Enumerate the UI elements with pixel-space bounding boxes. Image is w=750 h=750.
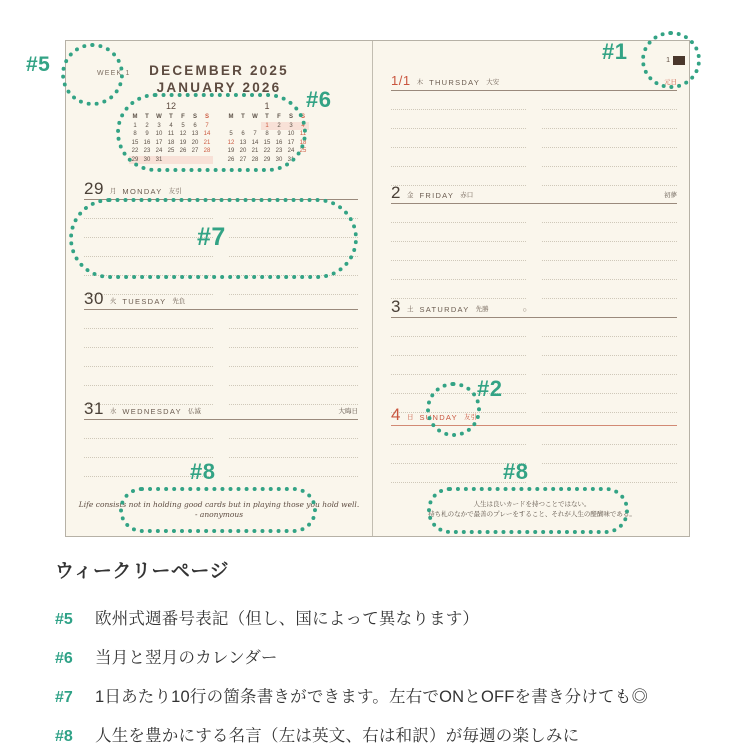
date-cell: 13 [191,131,199,137]
date-cell: 24 [287,148,295,154]
callout-circle-week-number [61,43,124,106]
day-weekday: SATURDAY [419,305,470,314]
day-number: 1/1 [391,73,411,88]
weekday-header-cell: S [300,114,305,120]
ruled-line [84,420,213,439]
weekday-header-cell: M [228,114,234,120]
callout-label-6: #6 [306,87,332,112]
caption-item [55,605,730,629]
ruled-line [229,420,358,439]
day-header [84,288,358,310]
callout-label-8-left: #8 [190,459,216,484]
day-block-1-1 [391,69,677,186]
caption-heading: ウィークリーページ [55,561,229,582]
caption-item [55,683,730,707]
ruled-line [542,445,677,464]
caption-marker: #7 [55,689,73,706]
date-cell: 29 [129,156,141,165]
ruled-line [391,223,526,242]
day-kanji: 金 [406,192,414,199]
ruled-line [391,129,526,148]
date-cell: 10 [287,131,295,137]
date-cell: 4 [169,122,173,129]
ruled-line [229,439,358,458]
day-number: 30 [84,289,104,308]
date-cell: 5 [229,131,233,137]
day-number: 29 [84,179,104,198]
date-cell: 20 [191,139,199,146]
weekday-header-cell: T [265,114,269,120]
date-cell: 18 [167,139,175,146]
date-cell: 7 [253,131,257,137]
day-number: 3 [391,297,401,316]
caption-text: 欧州式週番号表記（但し、国によって異なります） [95,610,480,628]
quote-text-ja-line2: 持ち札のなかで最善のプレーをすること、それが人生の醍醐味である。 [428,511,636,518]
date-cell: 1 [261,122,273,131]
tab-month-number: 1 [666,57,670,64]
callout-label-7: #7 [197,223,226,251]
caption-marker: #8 [55,728,73,745]
ruled-line [542,204,677,223]
day-rokuyo: 仏滅 [187,408,201,415]
date-cell: 27 [239,156,247,163]
date-cell: 3 [285,122,297,131]
ruled-line [542,426,677,445]
caption-item [55,644,730,668]
date-cell: 1 [133,122,137,129]
ruled-line [542,148,677,167]
date-cell: 9 [145,131,149,137]
date-cell: 12 [227,139,235,146]
day-number: 31 [84,399,104,418]
date-cell: 22 [131,148,139,154]
weekday-header-cell: W [252,114,258,120]
date-cell: 21 [251,148,259,154]
moon-phase-icon: ○ [522,307,527,314]
ruled-line [84,329,213,348]
day-rokuyo: 赤口 [460,192,474,199]
week-number-label: WEEK 1 [97,70,131,77]
date-cell: 9 [277,131,281,137]
day-weekday: THURSDAY [429,78,481,87]
day-rokuyo: 大安 [486,79,500,86]
quote-text-ja-line1: 人生は良いカードを持つことではない。 [473,501,591,508]
day-header [84,178,358,200]
caption-text: 当月と翌月のカレンダー [95,649,278,667]
date-cell: 25 [167,148,175,154]
ruled-line [391,242,526,261]
date-cell: 26 [227,156,235,163]
ruled-line [391,356,526,375]
date-cell: 27 [191,148,199,154]
ruled-line [542,242,677,261]
day-header [84,398,358,420]
date-cell: 10 [155,131,163,137]
day-weekday: WEDNESDAY [122,407,182,416]
date-cell: 23 [275,148,283,154]
date-cell: 11 [167,131,175,137]
date-cell: 31 [153,156,165,165]
ruled-line [542,110,677,129]
date-cell: 2 [145,122,149,129]
ruled-line [542,337,677,356]
date-cell: 31 [287,156,295,163]
day-rokuyo: 先負 [172,298,186,305]
weekday-header-cell: T [241,114,245,120]
date-cell: 12 [179,131,187,137]
date-cell: 22 [263,148,271,154]
mini-calendar-month: 12 [165,101,176,111]
date-cell: 28 [251,156,259,163]
day-header [391,69,677,91]
quote-text-en: Life consists not in holding good cards but in playing those you hold well. [78,500,360,509]
ruled-line [542,318,677,337]
day-weekday: TUESDAY [122,297,167,306]
day-block-31 [84,398,358,477]
date-cell: 7 [205,122,209,129]
date-cell: 16 [275,139,283,146]
writing-lines [84,310,358,405]
date-cell: 6 [241,131,245,137]
date-cell: 26 [179,148,187,154]
date-cell: 2 [273,122,285,131]
date-cell: 15 [131,139,139,146]
callout-oval-quote-japanese [427,487,629,534]
date-cell: 25 [299,148,307,154]
day-header [391,182,677,204]
writing-lines [391,204,677,299]
day-kanji: 土 [406,306,414,313]
weekday-header-cell: F [181,114,185,120]
date-cell: 19 [227,148,235,154]
date-cell: 28 [203,148,211,154]
day-kanji: 水 [109,408,117,415]
ruled-line [391,204,526,223]
ruled-line [84,348,213,367]
weekday-header-cell: F [277,114,281,120]
caption-list [55,605,730,746]
caption-marker: #6 [55,650,73,667]
ruled-line [542,129,677,148]
ruled-line [542,91,677,110]
date-cell: 30 [141,156,153,165]
day-note: 初夢 [664,192,677,199]
caption-text: 人生を豊かにする名言（左は英文、右は和訳）が毎週の楽しみに [95,727,580,745]
day-kanji: 日 [406,414,414,421]
ruled-line [391,91,526,110]
day-block-2 [391,182,677,299]
day-rokuyo: 友引 [463,414,477,421]
date-cell: 8 [133,131,137,137]
ruled-line [229,458,358,477]
ruled-line [84,310,213,329]
day-note: 大晦日 [338,408,358,415]
date-cell: 21 [203,139,211,146]
date-cell: 30 [275,156,283,163]
weekday-header-cell: T [169,114,173,120]
date-cell: 17 [155,139,163,146]
caption-item [55,722,730,746]
date-cell: 17 [287,139,295,146]
weekday-header-cell: S [288,114,293,120]
caption-marker: #5 [55,611,73,628]
day-kanji: 木 [416,79,424,86]
quote-attribution: - anonymous [194,510,244,519]
callout-circle-rokuyo [426,382,481,437]
callout-label-1: #1 [602,39,628,64]
ruled-line [84,439,213,458]
ruled-line [391,261,526,280]
day-weekday: FRIDAY [419,191,455,200]
caption-text: 1日あたり10行の箇条書きができます。左右でONとOFFを書き分けても◎ [95,688,649,706]
day-block-30 [84,288,358,405]
ruled-line [391,337,526,356]
weekday-header-cell: W [156,114,162,120]
date-cell: 6 [193,122,197,129]
date-cell: 8 [265,131,269,137]
writing-lines [84,420,358,477]
writing-lines [391,426,677,483]
mini-calendar-month: 1 [264,101,270,111]
weekday-header-cell: S [204,114,209,120]
ruled-line [391,318,526,337]
date-cell: 5 [181,122,185,129]
weekday-header-cell: S [192,114,197,120]
ruled-line [391,110,526,129]
ruled-line [229,348,358,367]
writing-lines [391,91,677,186]
date-cell: 19 [179,139,187,146]
ruled-line [542,375,677,394]
day-rokuyo: 友引 [168,188,182,195]
day-kanji: 月 [109,188,117,195]
date-cell: 24 [155,148,163,154]
month-title-line1: DECEMBER 2025 [149,63,289,78]
date-cell: 14 [251,139,259,146]
date-cell [297,156,309,165]
ruled-line [229,367,358,386]
ruled-line [84,367,213,386]
date-cell: 20 [239,148,247,154]
day-weekday: SUNDAY [419,413,458,422]
day-header [391,296,677,318]
date-cell: 3 [157,122,161,129]
day-rokuyo: 先勝 [475,306,489,313]
callout-label-2: #2 [477,376,503,401]
date-cell: 14 [203,131,211,137]
ruled-line [391,148,526,167]
day-weekday: MONDAY [122,187,163,196]
day-kanji: 火 [109,298,117,305]
ruled-line [542,261,677,280]
callout-label-8-right: #8 [503,459,529,484]
ruled-line [542,356,677,375]
date-cell: 15 [263,139,271,146]
day-number: 2 [391,183,401,202]
ruled-line [229,329,358,348]
date-cell: 16 [143,139,151,146]
callout-oval-quote-english [119,487,317,533]
month-title-line2: JANUARY 2026 [156,80,282,95]
callout-oval-mini-calendars [116,93,307,172]
date-cell: 23 [143,148,151,154]
ruled-line [542,223,677,242]
date-cell: 4 [297,122,309,131]
day-note: 元日 [664,79,677,86]
weekday-header-cell: M [132,114,138,120]
callout-label-5: #5 [26,53,51,76]
ruled-line [542,464,677,483]
date-cell: 29 [263,156,271,163]
date-cell: 13 [239,139,247,146]
date-cell: 18 [299,139,307,146]
ruled-line [229,310,358,329]
day-number: 4 [391,405,401,424]
planner-right-page [373,41,691,536]
callout-circle-index-tab [641,31,701,89]
date-cell: 11 [299,131,307,137]
weekday-header-cell: T [145,114,149,120]
caption-section [55,556,730,746]
